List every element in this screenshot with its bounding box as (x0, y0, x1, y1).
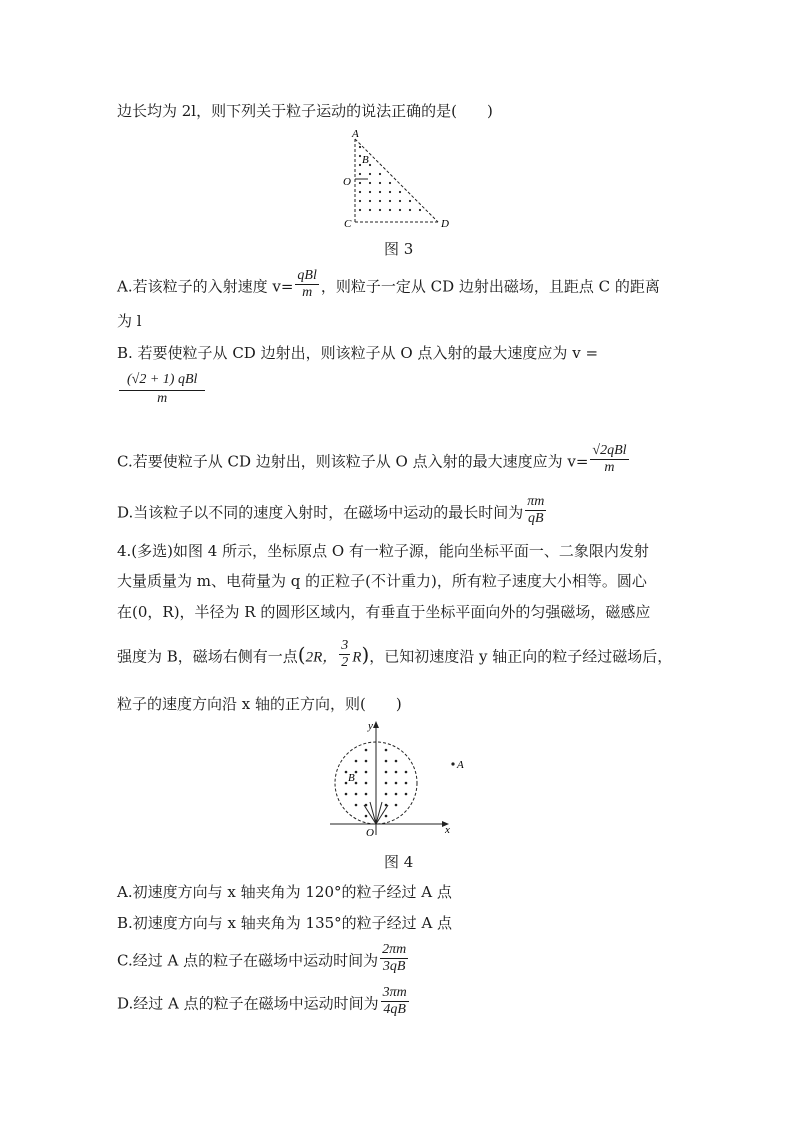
field-dot (369, 200, 371, 202)
figure-3-triangle (338, 127, 458, 232)
q3-option-a-line2: 为 l (117, 312, 142, 330)
field-dot (369, 182, 371, 184)
field-dot (365, 760, 368, 763)
field-dot (345, 771, 348, 774)
q3-option-d: D.当该粒子以不同的速度入射时，在磁场中运动的最长时间为 $\frac{\pi m}{qB}$ (117, 494, 545, 526)
label-A-point: A (457, 759, 464, 771)
q4-option-b: B.初速度方向与 x 轴夹角为 135°的粒子经过 A 点 (117, 914, 453, 932)
q3-option-b: B. 若要使粒子从 CD 边射出，则该粒子从 O 点入射的最大速度应为 v = (117, 344, 599, 362)
field-dot (369, 209, 371, 211)
field-dot (359, 200, 361, 202)
field-dot (405, 782, 408, 785)
field-dot (365, 782, 368, 785)
field-dot (419, 209, 421, 211)
q4-option-c: C.经过 A 点的粒子在磁场中运动时间为 $\frac{2\pi m}{3qB}$ (117, 942, 407, 974)
field-dot (385, 749, 388, 752)
field-dot (409, 200, 411, 202)
q4-option-d: D.经过 A 点的粒子在磁场中运动时间为 $\frac{3\pi m}{4qB}$ (117, 985, 407, 1017)
field-dot (385, 771, 388, 774)
field-dot (369, 173, 371, 175)
field-dot (395, 793, 398, 796)
field-dot (389, 182, 391, 184)
field-dot (379, 200, 381, 202)
field-dot (385, 793, 388, 796)
field-dot (365, 793, 368, 796)
field-dot (409, 209, 411, 211)
q3-option-c: C.若要使粒子从 CD 边射出，则该粒子从 O 点入射的最大速度应为 v= $\frac{\text{√2qBl}}{m}$ (117, 443, 627, 475)
q3-intro: 边长均为 2l，则下列关于粒子运动的说法正确的是( ) (117, 102, 493, 120)
field-dot (379, 209, 381, 211)
field-dot (379, 182, 381, 184)
q3-option-a: A.若该粒子的入射速度 v= $\frac{\text{qBl}}{m}$ ，则粒子一定从 CD 边射出磁场，且距点 C 的距离 (117, 268, 660, 300)
field-dot (379, 191, 381, 193)
field-dot (355, 771, 358, 774)
q4-line1: 4.(多选)如图 4 所示，坐标原点 O 有一粒子源，能向坐标平面一、二象限内发射 (117, 542, 649, 560)
field-dot (359, 164, 361, 166)
field-dot (399, 191, 401, 193)
label-A: A (352, 128, 359, 140)
field-dot (355, 760, 358, 763)
field-dot (369, 191, 371, 193)
field-dot (385, 815, 388, 818)
field-dot (389, 200, 391, 202)
label-B-point: B (348, 772, 355, 784)
figure-4-caption: 图 4 (384, 853, 414, 871)
field-dot (359, 173, 361, 175)
field-dot (345, 793, 348, 796)
field-dot (355, 793, 358, 796)
q4-line4: 强度为 B，磁场右侧有一点(2R， $\frac{3}{2}$ R)，已知初速度沿 y 轴正向的粒子经过磁场后， (117, 638, 673, 670)
field-dot (355, 782, 358, 785)
field-dot (385, 760, 388, 763)
label-x-axis: x (445, 824, 450, 836)
q4-option-a: A.初速度方向与 x 轴夹角为 120°的粒子经过 A 点 (117, 883, 452, 901)
q4-line3: 在(0，R)，半径为 R 的圆形区域内，有垂直于坐标平面向外的匀强磁场，磁感应 (117, 603, 651, 621)
field-dot (359, 182, 361, 184)
field-dot (359, 146, 361, 148)
field-dot (395, 771, 398, 774)
label-O: O (343, 176, 351, 188)
field-dot (395, 804, 398, 807)
field-dot (399, 200, 401, 202)
label-C: C (344, 218, 352, 230)
field-dot (389, 209, 391, 211)
field-dot (359, 191, 361, 193)
field-dot (395, 760, 398, 763)
field-dot (395, 782, 398, 785)
field-dot (399, 209, 401, 211)
field-dot (365, 815, 368, 818)
field-dot (355, 804, 358, 807)
label-y-axis: y (368, 720, 373, 732)
figure-4-circle (326, 718, 476, 840)
field-dot (405, 793, 408, 796)
q4-line5: 粒子的速度方向沿 x 轴的正方向，则( ) (117, 695, 402, 713)
field-dot (379, 173, 381, 175)
field-dot (389, 191, 391, 193)
field-dot (369, 164, 371, 166)
field-dot (405, 771, 408, 774)
field-dot (359, 155, 361, 157)
label-origin: O (366, 827, 374, 839)
field-dot (385, 782, 388, 785)
figure-3-caption: 图 3 (384, 240, 414, 258)
field-dot (365, 749, 368, 752)
label-D: D (441, 218, 449, 230)
q3-option-b-fraction: $\frac{\text{(√2 + 1) qBl}}{m}$ (117, 372, 207, 407)
q4-line2: 大量质量为 m、电荷量为 q 的正粒子(不计重力)，所有粒子速度大小相等。圆心 (117, 572, 647, 590)
field-dot (345, 782, 348, 785)
label-B: B (362, 154, 369, 166)
field-dot (359, 209, 361, 211)
field-dot (365, 771, 368, 774)
